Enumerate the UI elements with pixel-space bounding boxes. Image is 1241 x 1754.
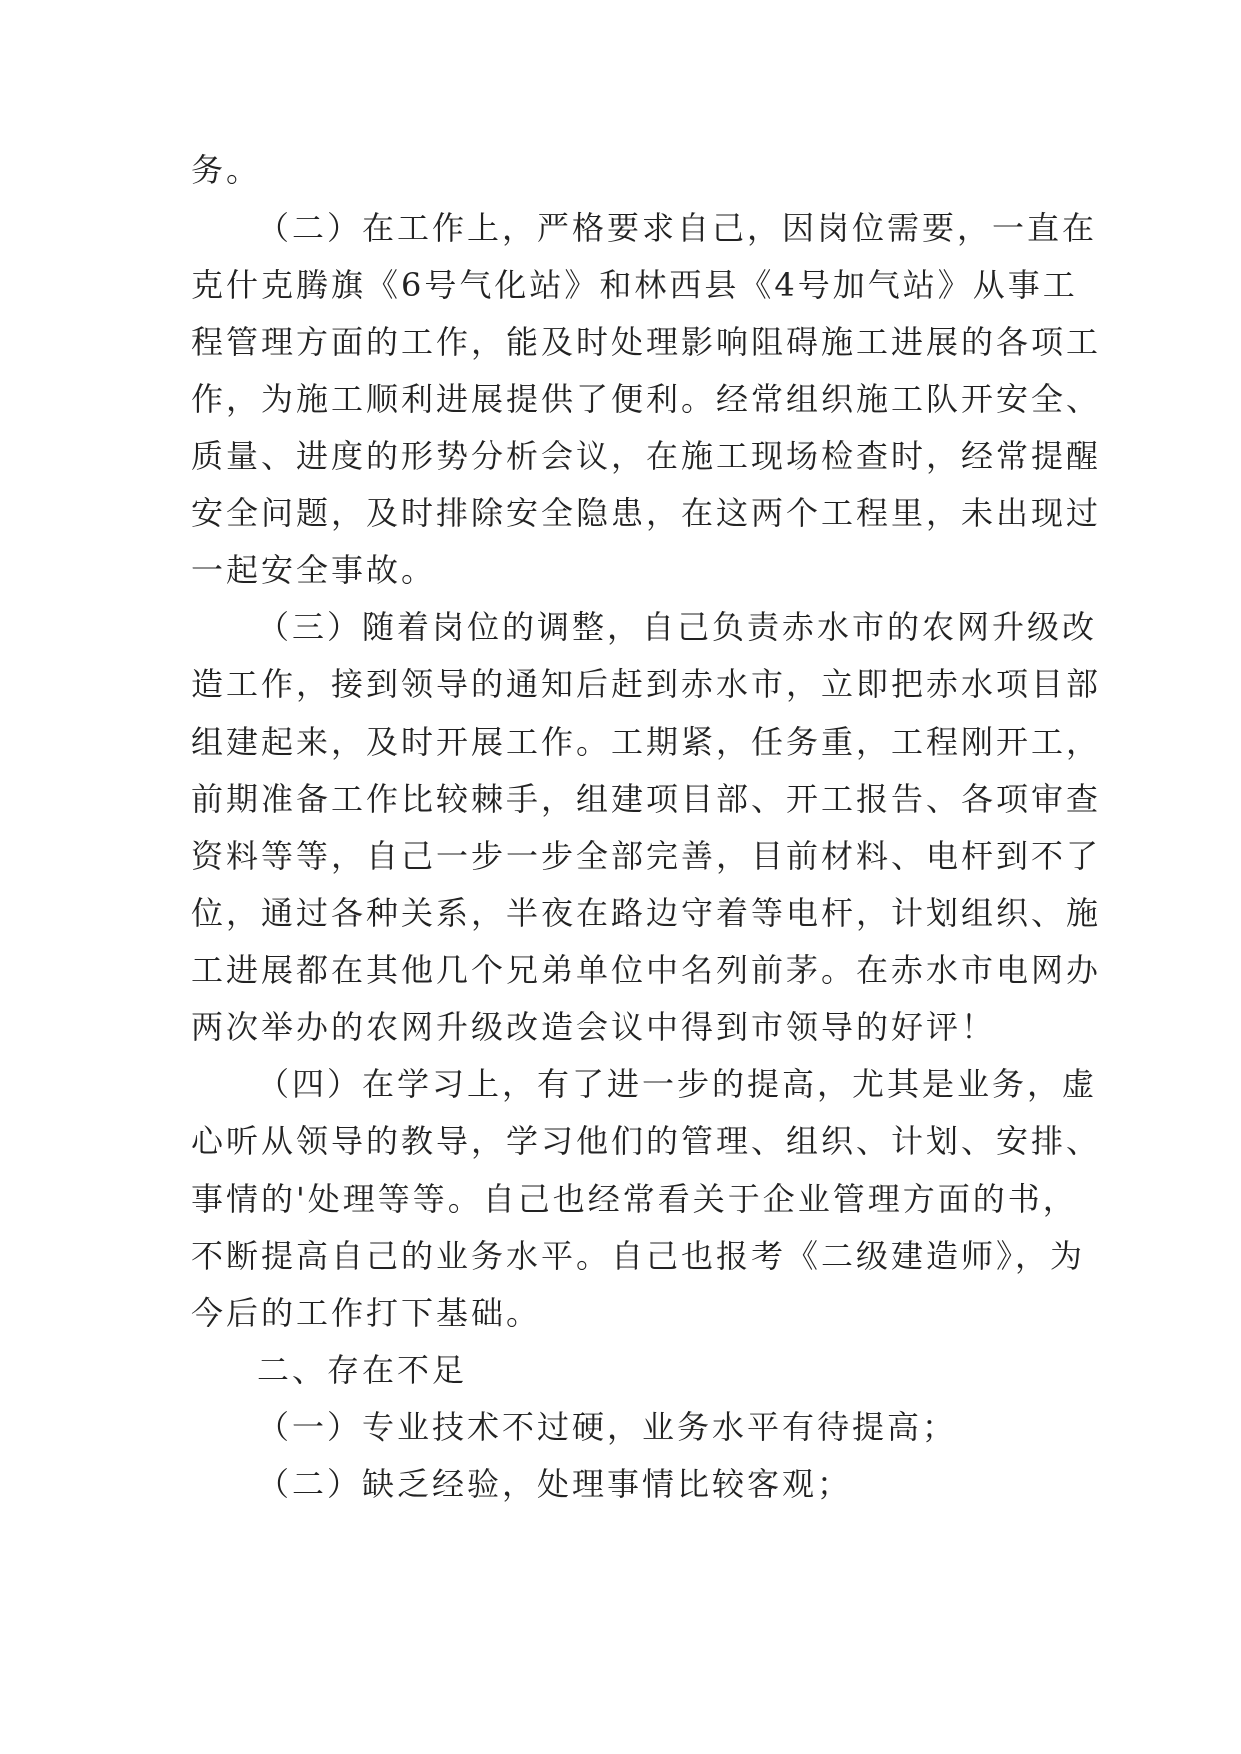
- text-line: 造工作，接到领导的通知后赶到赤水市，立即把赤水项目部: [191, 665, 1102, 703]
- text-line: 心听从领导的教导，学习他们的管理、组织、计划、安排、: [191, 1122, 1102, 1160]
- text-line: 事情的'处理等等。自己也经常看关于企业管理方面的书，: [191, 1180, 1078, 1218]
- text-line: 位，通过各种关系，半夜在路边守着等电杆，计划组织、施: [191, 894, 1102, 932]
- section-heading: 二、存在不足: [257, 1351, 468, 1389]
- text-line: 安全问题，及时排除安全隐患，在这两个工程里，未出现过: [191, 494, 1102, 532]
- text-line: 前期准备工作比较棘手，组建项目部、开工报告、各项审查: [191, 780, 1102, 818]
- paragraph-2-start: （二）在工作上，严格要求自己，因岗位需要，一直在: [257, 209, 1098, 247]
- text-line: 组建起来，及时开展工作。工期紧，任务重，工程刚开工，: [191, 723, 1102, 761]
- text-line: 一起安全事故。: [191, 551, 437, 589]
- text-line: 资料等等，自己一步一步全部完善，目前材料、电杆到不了: [191, 837, 1102, 875]
- text-line: 程管理方面的工作，能及时处理影响阻碍施工进展的各项工: [191, 323, 1102, 361]
- text-line: 今后的工作打下基础。: [191, 1294, 542, 1332]
- paragraph-4-start: （四）在学习上，有了进一步的提高，尤其是业务，虚: [257, 1065, 1098, 1103]
- text-line: 工进展都在其他几个兄弟单位中名列前茅。在赤水市电网办: [191, 951, 1102, 989]
- list-item: （二）缺乏经验，处理事情比较客观；: [257, 1465, 853, 1503]
- text-line: 质量、进度的形势分析会议，在施工现场检查时，经常提醒: [191, 437, 1102, 475]
- text-line: 克什克腾旗《6号气化站》和林西县《4号加气站》从事工: [191, 266, 1078, 304]
- text-line: 两次举办的农网升级改造会议中得到市领导的好评！: [191, 1008, 997, 1046]
- text-line: 作，为施工顺利进展提供了便利。经常组织施工队开安全、: [191, 380, 1102, 418]
- text-line: 务。: [191, 151, 262, 189]
- text-line: 不断提高自己的业务水平。自己也报考《二级建造师》，为: [191, 1237, 1086, 1275]
- paragraph-3-start: （三）随着岗位的调整，自己负责赤水市的农网升级改: [257, 608, 1098, 646]
- list-item: （一）专业技术不过硬，业务水平有待提高；: [257, 1408, 958, 1446]
